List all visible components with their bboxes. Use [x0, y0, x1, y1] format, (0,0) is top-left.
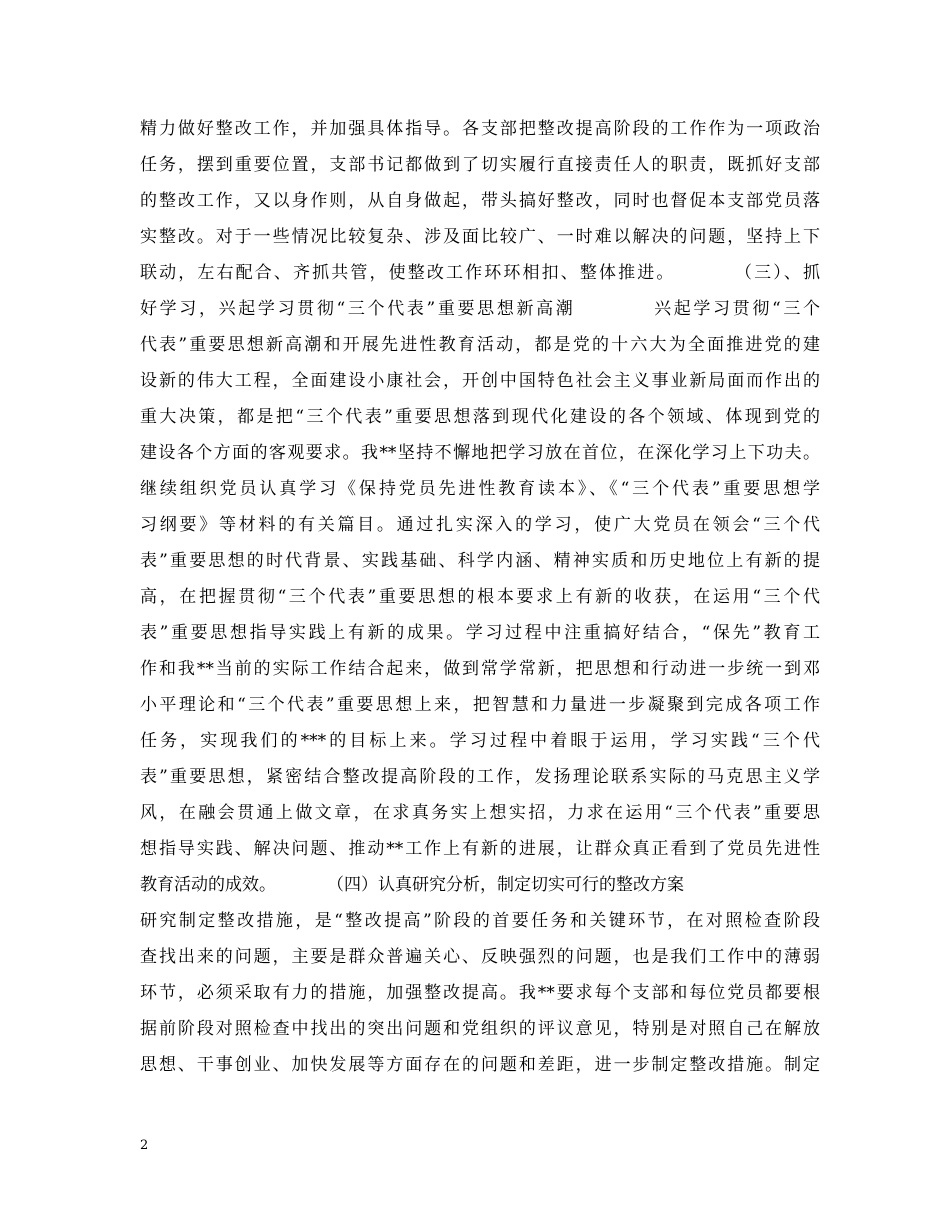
- text-line: 高，在把握贯彻“三个代表”重要思想的根本要求上有新的收获，在运用“三个代: [140, 587, 820, 607]
- text-line: 任务，摆到重要位置，支部书记都做到了切实履行直接责任人的职责，既抓好支部: [140, 155, 820, 175]
- text-line: 据前阶段对照检查中找出的突出问题和党组织的评议意见，特别是对照自己在解放: [140, 1019, 820, 1039]
- text-line: 小平理论和“三个代表”重要思想上来，把智慧和力量进一步凝聚到完成各项工作: [140, 695, 820, 715]
- text-line: 想指导实践、解决问题、推动**工作上有新的进展，让群众真正看到了党员先进性: [140, 839, 820, 859]
- text-line: 继续组织党员认真学习《保持党员先进性教育读本》、《“三个代表”重要思想学: [140, 479, 820, 499]
- text-line: 习纲要》等材料的有关篇目。通过扎实深入的学习，使广大党员在领会“三个代: [140, 515, 820, 535]
- text-line: 的整改工作，又以身作则，从自身做起，带头搞好整改，同时也督促本支部党员落: [140, 191, 820, 211]
- text-line: 实整改。对于一些情况比较复杂、涉及面比较广、一时难以解决的问题，坚持上下: [140, 227, 820, 247]
- text-line: 风，在融会贯通上做文章，在求真务实上想实招，力求在运用“三个代表”重要思: [140, 803, 820, 823]
- text-line: 代表”重要思想新高潮和开展先进性教育活动，都是党的十六大为全面推进党的建: [140, 335, 820, 355]
- text-line: 任务，实现我们的***的目标上来。学习过程中着眼于运用，学习实践“三个代: [140, 731, 820, 751]
- text-line: 环节，必须采取有力的措施，加强整改提高。我**要求每个支部和每位党员都要根: [140, 983, 820, 1003]
- text-line: 表”重要思想指导实践上有新的成果。学习过程中注重搞好结合，“保先”教育工: [140, 623, 820, 643]
- text-line: 重大决策，都是把“三个代表”重要思想落到现代化建设的各个领域、体现到党的: [140, 407, 820, 427]
- text-line: 研究制定整改措施，是“整改提高”阶段的首要任务和关键环节，在对照检查阶段: [140, 911, 820, 931]
- text-line: 设新的伟大工程，全面建设小康社会，开创中国特色社会主义事业新局面而作出的: [140, 371, 820, 391]
- text-line: 思想、干事创业、加快发展等方面存在的问题和差距，进一步制定整改措施。制定: [140, 1055, 820, 1075]
- text-line: 作和我**当前的实际工作结合起来，做到常学常新，把思想和行动进一步统一到邓: [140, 659, 820, 679]
- text-line: 表”重要思想，紧密结合整改提高阶段的工作，发扬理论联系实际的马克思主义学: [140, 767, 820, 787]
- text-line: 表”重要思想的时代背景、实践基础、科学内涵、精神实质和历史地位上有新的提: [140, 551, 820, 571]
- text-line: 精力做好整改工作，并加强具体指导。各支部把整改提高阶段的工作作为一项政治: [140, 119, 820, 139]
- body-text: [140, 111, 820, 1083]
- text-line: 查找出来的问题，主要是群众普遍关心、反映强烈的问题，也是我们工作中的薄弱: [140, 947, 820, 967]
- page-number: 2: [140, 1138, 149, 1153]
- text-line: 联动，左右配合、齐抓共管，使整改工作环环相扣、整体推进。 （三）、抓: [140, 263, 820, 283]
- text-line: 好学习，兴起学习贯彻“三个代表”重要思想新高潮 兴起学习贯彻“三个: [140, 299, 820, 319]
- text-line: 教育活动的成效。 （四）认真研究分析，制定切实可行的整改方案: [140, 875, 684, 895]
- text-line: 建设各个方面的客观要求。我**坚持不懈地把学习放在首位，在深化学习上下功夫。: [140, 443, 820, 463]
